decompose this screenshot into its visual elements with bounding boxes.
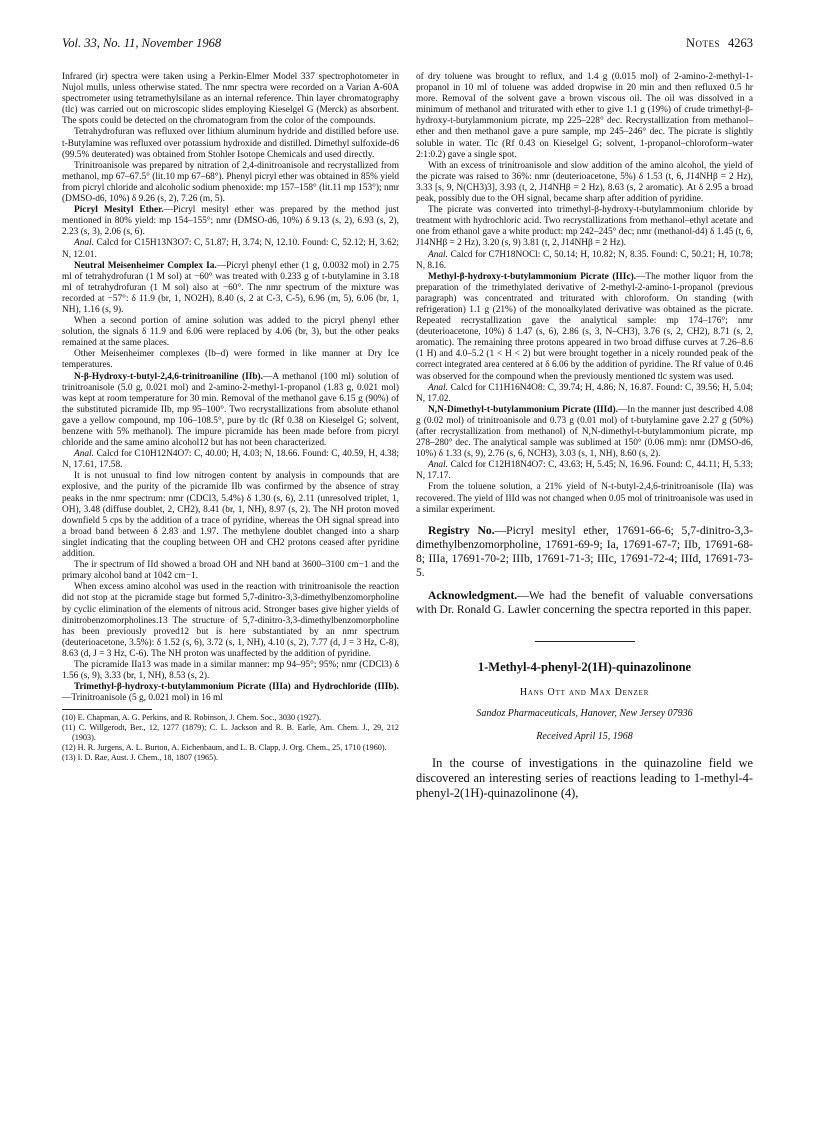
footnotes: [62, 713, 399, 763]
paragraph: [416, 161, 753, 205]
compound-heading: N,N-Dimethyl-t-butylammonium Picrate (IIId).: [428, 404, 618, 415]
paragraph-text: Tetrahydrofuran was refluxed over lithium aluminum hydride and distilled before use. t-Butylamine was refluxed over potassium hydroxide and distilled. Dimethyl sulfoxide-d6 (99.5% deuterated) was obtained from Stohler Isotope Chemicals and used directly.: [62, 127, 399, 160]
footnote: (10) E. Chapman, A. G. Perkins, and R. Robinson, J. Chem. Soc., 3030 (1927).: [62, 713, 322, 723]
analysis-label: Anal.: [428, 382, 448, 393]
compound-heading: Methyl-β-hydroxy-t-butylammonium Picrate (IIIc).: [428, 271, 637, 282]
registry-section: [416, 524, 753, 617]
paragraph: [62, 316, 399, 349]
paragraph: [62, 372, 399, 450]
footnote: (12) H. R. Jurgens, A. L. Burton, A. Eichenbaum, and L. B. Clapp, J. Org. Chem., 25, 1710 (1960).: [62, 743, 387, 753]
paragraph-text: Calcd for C10H12N4O7: C, 40.00; H, 4.03; N, 18.66. Found: C, 40.59, H, 4.38; N, 17.61, 17.58.: [62, 449, 400, 471]
paragraph: [62, 560, 399, 582]
compound-heading: Trimethyl-β-hydroxy-t-butylammonium Picrate (IIIa) and Hydrochloride (IIIb).: [74, 682, 399, 693]
page-number: 4263: [728, 36, 753, 50]
paragraph-text: —Picryl phenyl ether (1 g, 0.0032 mol) in 2.75 ml of tetrahydrofuran (1 M sol) at −60° was treated with 0.233 g of t-butylamine in 3.18 ml of tetrahydrofuran (1 M sol) also at −60°. The nmr spectrum of the mixture was recorded at −57°: δ 11.9 (br, 1, NO2H), 8.40 (s, 2 at C-3, C-5), 6.96 (m, 5), 6.06 (br, 1, NH), 1.16 (s, 9).: [62, 260, 399, 315]
analysis-label: Anal.: [428, 460, 448, 471]
paragraph: [416, 250, 753, 272]
paragraph-text: From the toluene solution, a 21% yield of N-t-butyl-2,4,6-trinitroanisole (IIa) was recovered. The yield of IIId was not changed when 0.05 mol of trinitroanisole was used in a similar experiment.: [416, 482, 753, 515]
paragraph-text: —Trinitroanisole (5 g, 0.021 mol) in 16 ml: [62, 693, 223, 704]
section-and-page: [686, 36, 753, 51]
paragraph-text: When excess amino alcohol was used in the reaction with trinitroanisole the reaction did not stop at the picramide stage but formed 5,7-dinitro-3,3-dimethylbenzomorpholine by cyclic elimination of the elements of nitrous acid. Stronger bases give higher yields of dinitrobenzomorpholines.13 The structure of 5,7-dinitro-3,3-dimethylbenzomorpholine has been previously proved12 but is here substantiated by an nmr spectrum (deuterioacetone, 3.5%): δ 1.52 (s, 6), 3.72 (s, 1, NH), 4.10 (s, 2), 7.77 (d, J = 3 Hz, C-8), 8.63 (d, J = 3 Hz, C-6). The NH proton was unaffected by the addition of pyridine.: [62, 582, 399, 659]
compound-heading: Neutral Meisenheimer Complex Ia.: [74, 260, 217, 271]
paragraph-text: Infrared (ir) spectra were taken using a Perkin-Elmer Model 337 spectrophotometer in Nujol mulls, unless otherwise stated. The nmr spectra were recorded on a Varian A-60A spectrometer using tetramethylsilane as an internal reference. Thin layer chromatography (tlc) was carried out on microscopic slides employing Kieselgel G (Merck) as absorbent. The spots could be detected on the chromatogram from the color of the compounds.: [62, 72, 399, 127]
paragraph-text: —Picryl mesityl ether was prepared by the method just mentioned in 80% yield: mp 154–155°; nmr (DMSO-d6, 10%) δ 9.13 (s, 2), 6.93 (s, 2), 2.23 (s, 3), 2.06 (s, 6).: [62, 205, 399, 238]
paragraph: [62, 449, 399, 471]
article-separator: [535, 641, 635, 642]
paragraph-text: —A methanol (100 ml) solution of trinitroanisole (5.0 g, 0.021 mol) and 2-amino-2-methyl-1-propanol (1.83 g, 0.021 mol) was kept at room temperature for 30 min. Removal of the methanol gave 6.15 g (90%) of the substituted picramide IIb, mp 95–100°. Two recrystallizations from absolute ethanol gave a yellow compound, mp 106–108.5°, pure by tlc (Rf 0.38 on Kieselgel G; solvent, benzene with 5% methanol). The impure picramide has been made before from picryl chloride and the same amino alcohol12 but has not been characterized.: [62, 371, 399, 449]
paragraph: [62, 471, 399, 560]
paragraph-text: Other Meisenheimer complexes (Ib–d) were formed in like manner at Dry Ice temperatures.: [62, 349, 399, 371]
paragraph: [416, 383, 753, 405]
paragraph-text: Calcd for C7H18NOCl: C, 50.14; H, 10.82; N, 8.35. Found: C, 50.21; H, 10.78; N, 8.16.: [416, 249, 753, 271]
footnote: (13) I. D. Rae, Aust. J. Chem., 18, 1807 (1965).: [62, 753, 219, 763]
paragraph: [416, 482, 753, 515]
analysis-label: Anal.: [428, 249, 448, 260]
paragraph-text: The picramide IIa13 was made in a similar manner: mp 94–95°; 95%; nmr (CDCl3) δ 1.56 (s, 9), 3.33 (br, 1, NH), 8.53 (s, 2).: [62, 659, 399, 682]
paragraph: [62, 349, 399, 371]
registry-text: —Picryl mesityl ether, 17691-66-6; 5,7-dinitro-3,3-dimethylbenzomorpholine, 17691-69-9; Ia, 17691-67-7; IIb, 17691-68-8; IIIa, 17691-70-2; IIIb, 17691-71-3; IIIc, 17691-72-4; IIId, 17691-73-5.: [416, 523, 753, 580]
analysis-label: Anal.: [74, 238, 94, 249]
paragraph-text: —The mother liquor from the preparation of the trimethylated derivative of 2-methyl-2-amino-1-propanol (previous paragraph) was concentrated and triturated with chloroform. On standing (with refrigeration) 1.1 g (21%) of the monoalkylated derivative was obtained as the picrate. Repeated recrystallization gave the analytical sample: mp 174–176°; nmr (deuterioacetone, 10%) δ 1.47 (s, 6), 2.86 (s, 3, N–CH3), 3.76 (s, 2, CH2), 8.71 (s, 2, aromatic). The remaining three protons appeared in two broad diffuse curves at 7.26–8.6 (1 H) and 4.0–5.2 (1 < H < 2) but were brought together in a nicely rounded peak of the correct integrated area centered at δ 6.06 by the addition of pyridine. The Rf value of 0.46 was observed for the compound when the previously mentioned tlc system was used.: [416, 271, 753, 382]
article-received-date: Received April 15, 1968: [536, 731, 633, 743]
left-paragraphs: [62, 72, 399, 704]
paragraph: [62, 682, 399, 704]
article-affiliation: Sandoz Pharmaceuticals, Hanover, New Jersey 07936: [476, 708, 693, 720]
acknowledgment-paragraph: [416, 589, 753, 617]
registry-heading: Registry No.: [428, 523, 495, 537]
compound-heading: Picryl Mesityl Ether.: [74, 205, 164, 216]
paragraph-text: Trinitroanisole was prepared by nitration of 2,4-dinitroanisole and recrystallized from methanol, mp 67–67.5° (lit.10 mp 67–68°). Phenyl picryl ether was obtained in 85% yield from picryl chloride and alcoholic sodium phenoxide: mp 157–158° (lit.11 mp 153°); nmr (DMSO-d6, 10%) δ 9.26 (s, 2), 7.26 (m, 5).: [62, 160, 399, 205]
section-name: Notes: [685, 36, 720, 50]
compound-heading: N-β-Hydroxy-t-butyl-2,4,6-trinitroaniline (IIb).: [74, 371, 264, 382]
article-authors: Hans Ott and Max Denzer: [519, 687, 650, 699]
footnote: (11) C. Willgerodt, Ber., 12, 1277 (1879); C. L. Jackson and R. B. Earle, Am. Chem. J., 29, 212 (1903).: [62, 723, 399, 743]
paragraph: [62, 72, 399, 127]
paragraph-text: Calcd for C11H16N4O8: C, 39.74; H, 4.86; N, 16.87. Found: C, 39.56; H, 5.04; N, 17.02.: [416, 382, 753, 404]
paragraph-text: Calcd for C12H18N4O7: C, 43.63; H, 5.45; N, 16.96. Found: C, 44.11; H, 5.33; N, 17.17.: [416, 460, 753, 482]
paragraph: [62, 261, 399, 316]
article-intro: [416, 756, 753, 800]
page-header: [62, 36, 753, 64]
paragraph: [62, 238, 399, 260]
acknowledgment-heading: Acknowledgment.: [428, 588, 518, 602]
paragraph-text: With an excess of trinitroanisole and slow addition of the amino alcohol, the yield of the picrate was raised to 36%: nmr (deuterioacetone, 5%) δ 1.53 (t, 6, J14NHβ = 2 Hz), 3.33 [s, 9, N(CH3)3], 3.93 (t, 2, J14NHβ = 2 Hz), 8.63 (s, 2 aromatic). At δ 2.95 a broad peak, possibly due to the OH signal, became sharp after addition of pyridine.: [416, 160, 753, 205]
paragraph: [416, 205, 753, 249]
paragraph-text: The ir spectrum of IId showed a broad OH and NH band at 3600–3100 cm−1 and the primary alcohol band at 1042 cm−1.: [62, 560, 399, 582]
paragraph: [62, 582, 399, 660]
paragraph: [416, 405, 753, 460]
paragraph-text: It is not unusual to find low nitrogen content by analysis in compounds that are explosive, and the purity of the picramide IIb was confirmed by the absence of stray peaks in the nmr spectrum: nmr (CDCl3, 5.4%) δ 1.30 (s, 6), 2.11 (unresolved triplet, 1, OH), 3.48 (diffuse doublet, 2, CH2), 8.41 (br, 1, NH), 8.97 (s, 2). The NH proton moved downfield 5 cps by the addition of a trace of pyridine, whereas the OH signal spread into a broad band between δ 2.83 and 1.97. The methylene doublet changed into a sharp singlet indicating that the coupling between OH and CH2 protons ceased after pyridine addition.: [62, 471, 399, 560]
paragraph: [62, 161, 399, 205]
footnote-rule: [62, 709, 152, 710]
volume-issue: Vol. 33, No. 11, November 1968: [62, 36, 222, 50]
right-paragraphs: [416, 72, 753, 516]
paragraph: [416, 272, 753, 383]
analysis-label: Anal.: [74, 449, 94, 460]
right-column: [416, 72, 753, 800]
registry-paragraph: [416, 524, 753, 581]
paragraph-text: —In the manner just described 4.08 g (0.02 mol) of trinitroanisole and 0.73 g (0.01 mol) of t-butylamine gave 2.27 g (50%) (after recrystallization from methanol) of N,N-dimethyl-t-butylammonium picrate, mp 278–280° dec. The analytical sample was sublimed at 150° (0.06 mm): nmr (DMSO-d6, 10%) δ 1.33 (s, 9), 2.76 (s, 6, NCH3), 3.03 (s, 1, NH), 8.60 (s, 2).: [416, 404, 753, 460]
paragraph: [62, 660, 399, 682]
paragraph-text: When a second portion of amine solution was added to the picryl phenyl ether solution, the signals δ 11.9 and 6.06 were replaced by 4.06 (br, 3), but the other peaks remained at the same places.: [62, 316, 399, 349]
paragraph: [62, 127, 399, 160]
article-title: 1-Methyl-4-phenyl-2(1H)-quinazolinone: [477, 659, 692, 674]
paragraph: [62, 205, 399, 238]
paragraph: [416, 72, 753, 161]
article-intro-text: In the course of investigations in the quinazoline field we discovered an interesting series of reactions leading to 1-methyl-4-phenyl-2(1H)-quinazolinone (4),: [416, 756, 753, 800]
paragraph-text: of dry toluene was brought to reflux, and 1.4 g (0.015 mol) of 2-amino-2-methyl-1-propanol in 10 ml of toluene was added dropwise in 20 min and then refluxed 0.5 hr more. Removal of the solvent gave a brown viscous oil. The oil was dissolved in a minimum of methanol and triturated with ether to give 1.1 g (19%) of crude trimethyl-β-hydroxy-t-butylammonium picrate, mp 225–228° dec. Recrystallization from methanol–ether and then methanol gave a pure sample, mp 245–246° dec. The picrate is slightly soluble in water. Tlc (Rf 0.43 on Kieselgel G; solvent, 1-propanol–chloroform–water 2:1:0.2) gave a single spot.: [416, 72, 753, 160]
paragraph-text: Calcd for C15H13N3O7: C, 51.87; H, 3.74; N, 12.10. Found: C, 52.12; H, 3.62; N, 12.01.: [62, 238, 399, 260]
paragraph-text: The picrate was converted into trimethyl-β-hydroxy-t-butylammonium chloride by treatment with hydrochloric acid. Two recrystallizations from methanol–ethyl acetate and one from ethanol gave a white product: mp 242–245° dec; nmr (methanol-d4) δ 1.45 (t, 6, J14NHβ = 2 Hz), 3.20 (s, 9) 3.81 (t, 2, J14NHβ = 2 Hz).: [416, 205, 753, 249]
acknowledgment-text: —We had the benefit of valuable conversations with Dr. Ronald G. Lawler concerning the spectra reported in this paper.: [416, 588, 753, 616]
left-column: [62, 72, 399, 800]
text-columns: [62, 72, 753, 800]
paragraph: [416, 460, 753, 482]
